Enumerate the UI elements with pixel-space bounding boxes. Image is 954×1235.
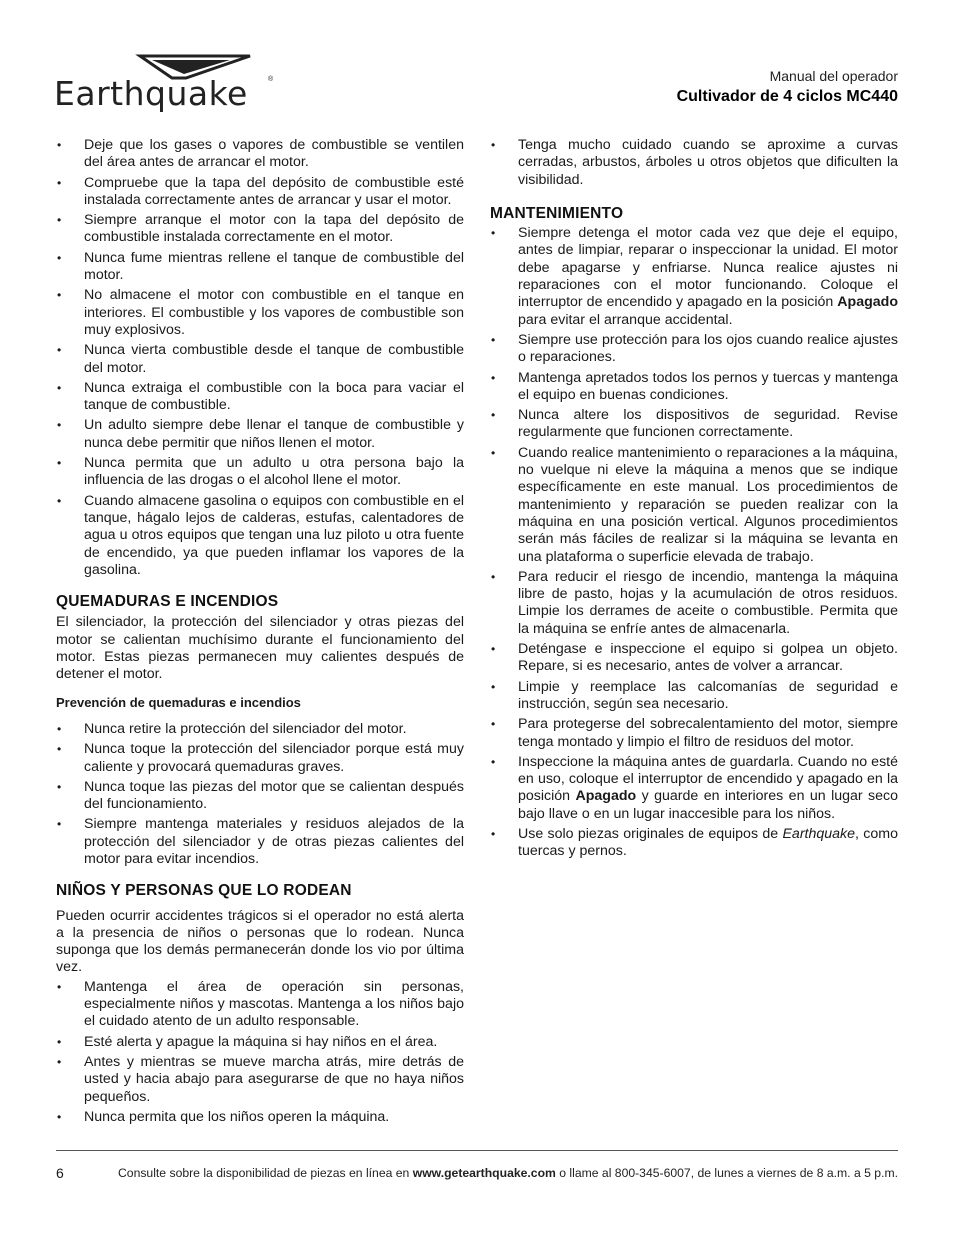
list-item: • Limpie y reemplace las calcomanías de seguridad e instrucción, según sea necesario. (490, 679, 898, 714)
list-item: • Para reducir el riesgo de incendio, mantenga la máquina libre de pasto, hojas y la acumulación de otros residuos. Limpie los derrames de aceite o combustible. Permita que la máquina se enfríe antes de almacenarla. (490, 569, 898, 638)
list-item: • Deje que los gases o vapores de combustible se ventilen del área antes de arrancar el motor. (56, 137, 464, 172)
header-titles (677, 67, 898, 107)
list-item: • Mantenga el área de operación sin personas, especialmente niños y mascotas. Mantenga a los niños bajo el cuidado atento de un adulto responsable. (56, 979, 464, 1031)
logo-wordmark: Earthquake (54, 74, 248, 113)
list-item: • Siempre mantenga materiales y residuos alejados de la protección del silenciador y de otras piezas calientes del motor para evitar incendios. (56, 816, 464, 868)
right-column (490, 137, 898, 864)
list-item: • Tenga mucho cuidado cuando se aproxime a curvas cerradas, arbustos, árboles u otros objetos que dificulten la visibilidad. (490, 137, 898, 189)
doc-type: Manual del operador (769, 68, 898, 84)
list-item: • Esté alerta y apague la máquina si hay niños en el área. (56, 1034, 464, 1051)
list-item: • No almacene el motor con combustible en el tanque en interiores. El combustible y los vapores de combustible son muy explosivos. (56, 287, 464, 339)
list-item: • Siempre detenga el motor cada vez que deje el equipo, antes de limpiar, reparar o inspeccionar la unidad. El motor debe apagarse y enfriarse. Nunca realice ajustes ni reparaciones con el motor funcionando. Coloque el interruptor de encendido y apagado en la posición Apagado para evitar el arranque accidental. (490, 225, 898, 329)
list-item: • Nunca vierta combustible desde el tanque de combustible del motor. (56, 342, 464, 377)
fuel-safety-list (56, 137, 464, 579)
children-list (56, 979, 464, 1126)
list-item: • Cuando realice mantenimiento o reparaciones a la máquina, no vuelque ni eleve la máquina a menos que se indique específicamente en este manual. Los procedimientos de mantenimiento y reparación se pueden realizar con la máquina en una posición vertical. Algunos procedimientos serán más fáciles de realizar si la máquina se levanta en una plataforma o superficie elevada de trabajo. (490, 445, 898, 566)
list-item: • Nunca extraiga el combustible con la boca para vaciar el tanque de combustible. (56, 380, 464, 415)
list-item: • Nunca retire la protección del silenciador del motor. (56, 721, 464, 738)
list-item: • Siempre arranque el motor con la tapa del depósito de combustible instalada correctamente en el motor. (56, 212, 464, 247)
website-link[interactable]: www.getearthquake.com (412, 1166, 556, 1180)
children-heading: NIÑOS Y PERSONAS QUE LO RODEAN (56, 882, 352, 900)
list-item: • Nunca permita que los niños operen la máquina. (56, 1109, 464, 1126)
list-item: • Inspeccione la máquina antes de guardarla. Cuando no esté en uso, coloque el interruptor de encendido y apagado en la posición Apagado y guarde en interiores en un lugar seco bajo llave o en un lugar inaccesible para los niños. (490, 754, 898, 823)
burns-subheading: Prevención de quemaduras e incendios (56, 694, 301, 710)
burns-intro: El silenciador, la protección del silenciador y otras piezas del motor se calientan muchísimo durante el funcionamiento del motor. Estas piezas permanecen muy calientes después de detener el motor. (56, 614, 464, 683)
list-item: • Para protegerse del sobrecalentamiento del motor, siempre tenga montado y limpio el filtro de residuos del motor. (490, 716, 898, 751)
children-intro: Pueden ocurrir accidentes trágicos si el operador no está alerta a la presencia de niños o personas que lo rodean. Nunca suponga que los demás permanecerán donde los vio por última vez. (56, 907, 464, 976)
list-item: • Nunca altere los dispositivos de seguridad. Revise regularmente que funcionen correctamente. (490, 407, 898, 442)
doc-title: Cultivador de 4 ciclos MC440 (676, 88, 898, 105)
list-item: • Compruebe que la tapa del depósito de combustible esté instalada correctamente antes de arrancar y usar el motor. (56, 175, 464, 210)
list-item: • Nunca toque las piezas del motor que se calientan después del funcionamiento. (56, 779, 464, 814)
burns-heading: QUEMADURAS E INCENDIOS (56, 593, 279, 611)
footer-divider (56, 1150, 898, 1151)
list-item: • Use solo piezas originales de equipos de Earthquake, como tuercas y pernos. (490, 826, 898, 861)
registered-mark: ® (268, 76, 274, 83)
list-item: • Nunca fume mientras rellene el tanque de combustible del motor. (56, 250, 464, 285)
list-item: • Mantenga apretados todos los pernos y tuercas y mantenga el equipo en buenas condiciones. (490, 370, 898, 405)
list-item: • Deténgase e inspeccione el equipo si golpea un objeto. Repare, si es necesario, antes de volver a arrancar. (490, 641, 898, 676)
left-column (56, 137, 464, 1129)
list-item: • Nunca toque la protección del silenciador porque está muy caliente y provocará quemaduras graves. (56, 741, 464, 776)
footer-contact: Consulte sobre la disponibilidad de piezas en línea en www.getearthquake.com o llame al 800-345-6007, de lunes a viernes de 8 a.m. a 5 p.m. (117, 1166, 898, 1180)
page-header (0, 0, 954, 130)
list-item: • Cuando almacene gasolina o equipos con combustible en el tanque, hágalo lejos de calderas, estufas, calentadores de agua u otros equipos que tengan una luz piloto u otra fuente de encendido, ya que pueden inflamar los vapores de la gasolina. (56, 493, 464, 579)
visibility-list (490, 137, 898, 189)
burns-list (56, 721, 464, 868)
list-item: • Siempre use protección para los ojos cuando realice ajustes o reparaciones. (490, 332, 898, 367)
earthquake-logo (54, 54, 284, 114)
maintenance-heading: MANTENIMIENTO (490, 204, 624, 222)
list-item: • Nunca permita que un adulto u otra persona bajo la influencia de las drogas o el alcohol llene el motor. (56, 455, 464, 490)
maintenance-list (490, 225, 898, 860)
page-number: 6 (56, 1165, 64, 1181)
list-item: • Antes y mientras se mueve marcha atrás, mire detrás de usted y hacia abajo para asegurarse de que no haya niños pequeños. (56, 1054, 464, 1106)
list-item: • Un adulto siempre debe llenar el tanque de combustible y nunca debe permitir que niños llenen el motor. (56, 417, 464, 452)
